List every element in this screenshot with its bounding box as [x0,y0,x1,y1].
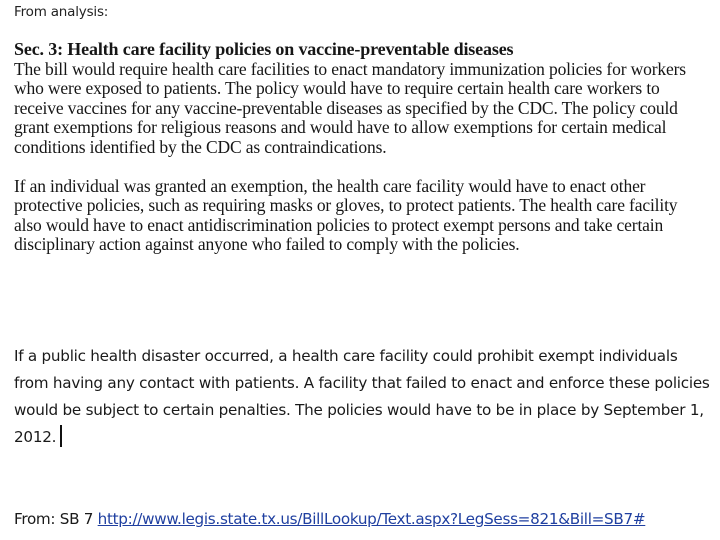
typed-paragraph[interactable] [14,343,714,451]
excerpt-paragraph-2: If an individual was granted an exemption, the health care facility would have to enact other protective policies, such as requiring masks or gloves, to protect patients. The health care facility also would have to enact antidiscrimination policies to protect exempt persons and take certain disciplinary action against anyone who failed to comply with the policies. [14,175,678,255]
bill-analysis-excerpt [14,40,704,255]
section-heading: Sec. 3: Health care facility policies on vaccine-preventable diseases [14,39,514,59]
text-cursor [60,425,62,447]
source-link[interactable]: http://www.legis.state.tx.us/BillLookup/Text.aspx?LegSess=821&Bill=SB7# [97,510,646,528]
typed-paragraph-text: If a public health disaster occurred, a health care facility could prohibit exempt individuals from having any contact with patients. A facility that failed to enact and enforce these policies would be subject to certain penalties. The policies would have to be in place by September 1, 2012. [14,347,710,446]
header-label: From analysis: [14,4,109,20]
source-line [14,510,645,528]
source-prefix: From: SB 7 [14,510,98,528]
excerpt-paragraph-1: The bill would require health care facilities to enact mandatory immunization policies for workers who were exposed to patients. The policy would have to require certain health care workers to receive vaccines for any vaccine-preventable diseases as specified by the CDC. The policy could grant exemptions for religious reasons and would have to allow exemptions for certain medical conditions identified by the CDC as contraindications. [14,58,686,157]
